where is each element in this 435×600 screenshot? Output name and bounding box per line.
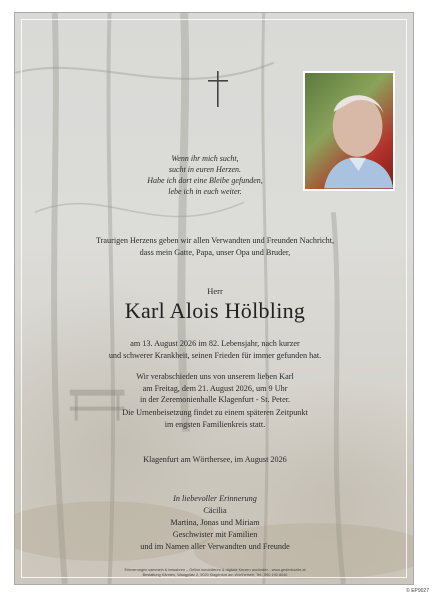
death-notice-line: und schwerer Krankheit, seinen Frieden für immer gefunden hat. <box>108 350 322 360</box>
signature-line: und im Namen aller Verwandten und Freunde <box>140 542 290 551</box>
intro-text <box>15 235 414 258</box>
signature-heading: In liebevoller Erinnerung <box>173 494 257 503</box>
signature-line: Geschwister mit Familien <box>172 530 258 539</box>
poem <box>14 153 405 197</box>
poem-line: sucht in euren Herzen. <box>168 165 242 174</box>
footer-line: Bestattung Kärnten, Waagplatz 2, 9020 Klagenfurt am Wörthersee, Tel.: 050 190 8040 <box>142 573 288 577</box>
intro-line: Traurigen Herzens geben wir allen Verwandten und Freunden Nachricht, <box>95 236 335 245</box>
cross-icon <box>206 71 230 107</box>
place-date: Klagenfurt am Wörthersee, im August 2026 <box>143 455 287 464</box>
death-notice-line: am 13. August 2026 im 82. Lebensjahr, nach kurzer <box>130 339 300 348</box>
footer <box>15 568 414 578</box>
obituary-card <box>14 12 414 585</box>
salutation: Herr <box>207 286 223 296</box>
poem-line: Wenn ihr mich sucht, <box>171 154 239 163</box>
signature-line: Martina, Jonas und Miriam <box>170 518 260 527</box>
urn-text <box>15 407 414 430</box>
urn-line: Die Urnenbeisetzung findet zu einem späteren Zeitpunkt <box>122 408 308 417</box>
farewell-line: Wir verabschieden uns von unserem lieben Karl <box>136 372 294 381</box>
document-code: © EP9027 <box>406 588 429 594</box>
poem-line: Habe ich dort eine Bleibe gefunden, <box>147 176 263 185</box>
death-notice <box>15 338 414 361</box>
farewell-line: in der Zeremonienhalle Klagenfurt - St. Peter. <box>139 395 291 404</box>
urn-line: im engsten Familienkreis statt. <box>164 419 266 429</box>
signature-line: Cäcilia <box>203 506 227 515</box>
footer-line: Erinnerungen sammeln & bewahren – Online kondolieren & digitale Kerzen anzünden - www.gedenkseite.at <box>124 568 306 572</box>
farewell-text <box>15 371 414 406</box>
intro-line: dass mein Gatte, Papa, unser Opa und Bruder, <box>139 247 291 257</box>
deceased-name: Karl Alois Hölbling <box>124 298 306 323</box>
signature-block <box>15 493 414 553</box>
poem-line: lebe ich in euch weiter. <box>168 187 242 196</box>
farewell-line: am Freitag, dem 21. August 2026, um 9 Uhr <box>142 383 288 393</box>
